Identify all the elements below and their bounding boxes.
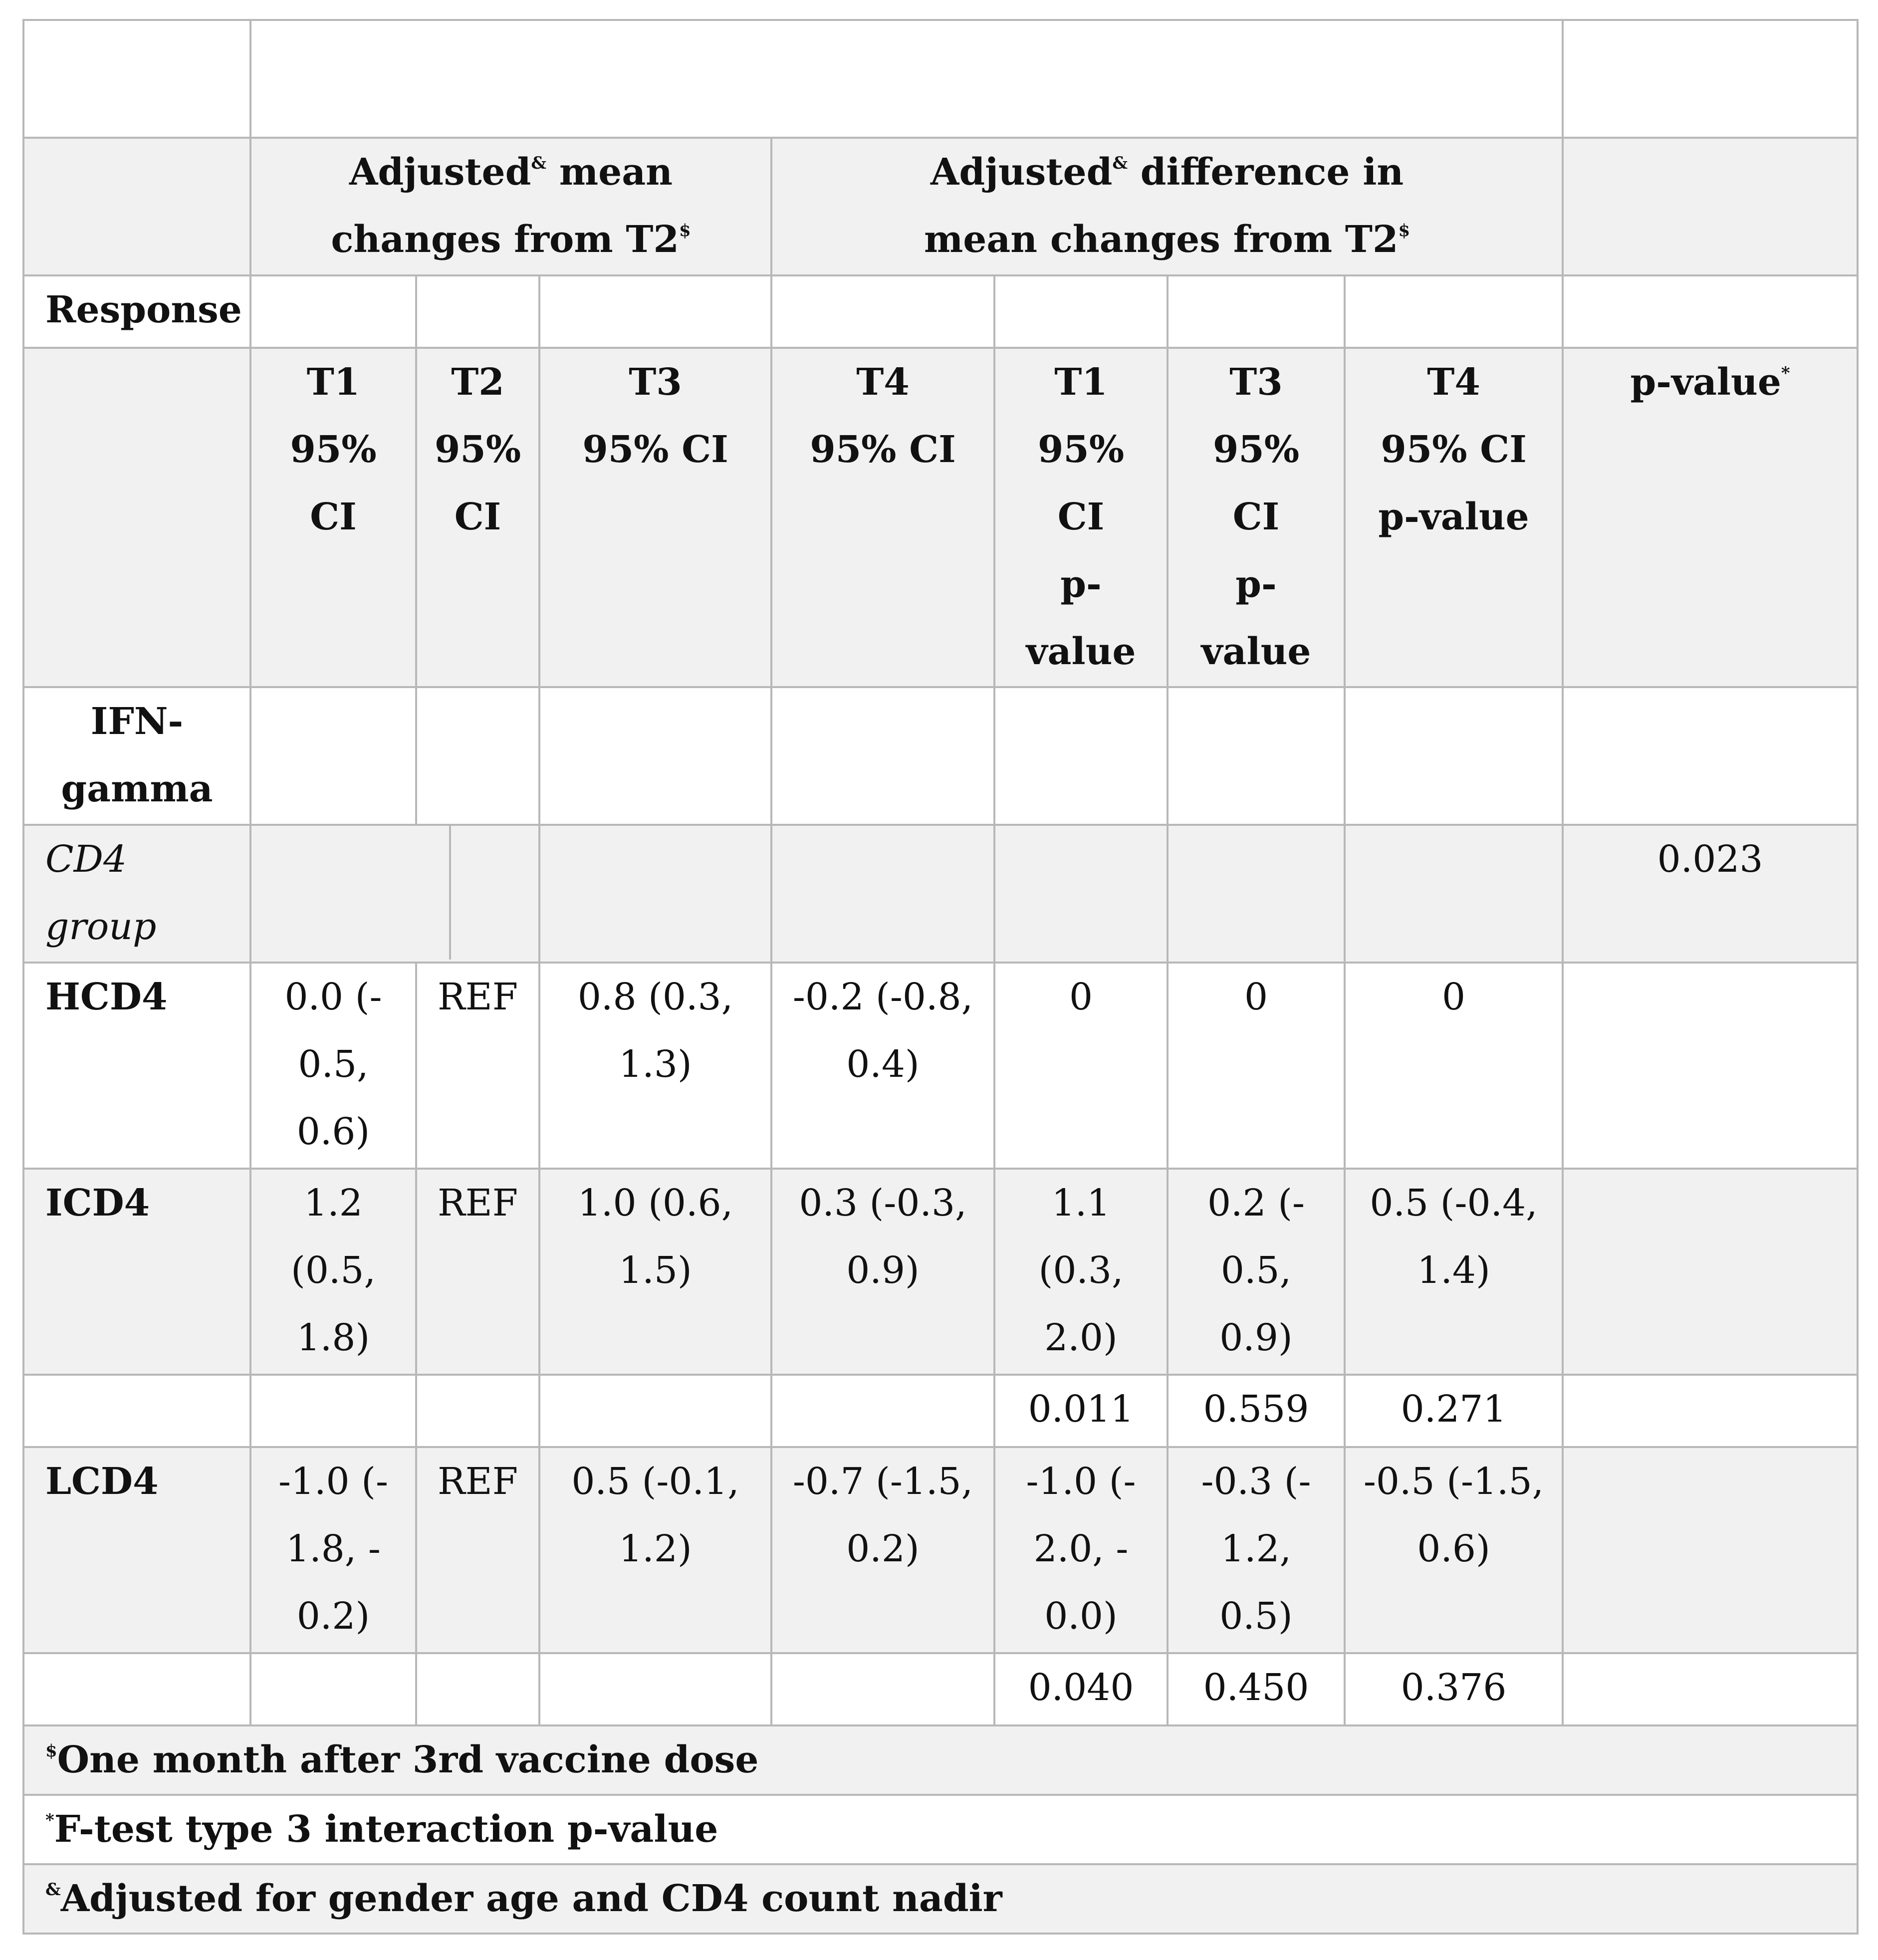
cell-blank (250, 687, 416, 825)
cell-icd4-t3: 1.0 (0.6, 1.5) (539, 1169, 771, 1375)
cell-blank (539, 1653, 771, 1725)
column-header-t2: T2 95% CI (416, 348, 539, 687)
footnote-dollar: $One month after 3rd vaccine dose (23, 1725, 1858, 1795)
cell-blank (416, 1653, 539, 1725)
cell-blank (1563, 20, 1858, 138)
table-row-column-headers (23, 348, 1858, 687)
cell-blank (1168, 825, 1345, 963)
cell-lcd4-t2: REF (416, 1447, 539, 1653)
cell-icd4-t4: 0.3 (-0.3, 0.9) (771, 1169, 994, 1375)
table-row-ifn-gamma (23, 687, 1858, 825)
footnote-asterisk: *F-test type 3 interaction p-value (23, 1795, 1858, 1864)
cell-blank (416, 1375, 539, 1447)
cd4-group-pvalue: 0.023 (1563, 825, 1858, 963)
cell-icd4-p-t4: 0.271 (1345, 1375, 1563, 1447)
cell-blank (771, 1375, 994, 1447)
cell-blank (23, 20, 250, 138)
cell-hcd4-diff-t4: 0 (1345, 963, 1563, 1169)
response-label: Response (23, 275, 250, 348)
cell-icd4-t1: 1.2 (0.5, 1.8) (250, 1169, 416, 1375)
cell-icd4-diff-t1: 1.1 (0.3, 2.0) (994, 1169, 1168, 1375)
cell-blank (1563, 138, 1858, 275)
column-header-diff-t1: T1 95% CI p- value (994, 348, 1168, 687)
table-row-blank-top (23, 20, 1858, 138)
results-table (22, 19, 1859, 1935)
cell-blank (994, 687, 1168, 825)
table-row-footnote (23, 1725, 1858, 1795)
cell-blank-span (250, 20, 1563, 138)
column-header-t1: T1 95% CI (250, 348, 416, 687)
cell-blank (1563, 1447, 1858, 1653)
table-row-response (23, 275, 1858, 348)
cell-icd4-diff-t4: 0.5 (-0.4, 1.4) (1345, 1169, 1563, 1375)
cell-blank (23, 1653, 250, 1725)
cell-blank (23, 138, 250, 275)
cell-hcd4-t2: REF (416, 963, 539, 1169)
cell-hcd4-t1: 0.0 (- 0.5, 0.6) (250, 963, 416, 1169)
cell-blank-split (250, 825, 539, 963)
cell-blank (1345, 687, 1563, 825)
cell-blank (771, 275, 994, 348)
cell-lcd4-p-t3: 0.450 (1168, 1653, 1345, 1725)
cell-blank (1563, 963, 1858, 1169)
cell-blank (250, 275, 416, 348)
table-row-group-headings (23, 138, 1858, 275)
cell-blank (1345, 825, 1563, 963)
cell-blank (250, 1375, 416, 1447)
cell-blank (539, 825, 771, 963)
cell-blank (416, 687, 539, 825)
cell-icd4-t2: REF (416, 1169, 539, 1375)
results-table-wrapper (22, 19, 1857, 1935)
column-header-pvalue: p-value* (1563, 348, 1858, 687)
cell-blank (23, 348, 250, 687)
cell-icd4-p-t1: 0.011 (994, 1375, 1168, 1447)
cell-blank (994, 275, 1168, 348)
heading-adjusted-difference: Adjusted& difference in mean changes from T2$ (771, 138, 1563, 275)
cell-blank (416, 275, 539, 348)
row-label-icd4: ICD4 (23, 1169, 250, 1375)
cell-blank (539, 687, 771, 825)
cell-hcd4-t3: 0.8 (0.3, 1.3) (539, 963, 771, 1169)
table-row-hcd4 (23, 963, 1858, 1169)
cell-blank (1168, 275, 1345, 348)
column-header-t3: T3 95% CI (539, 348, 771, 687)
cell-lcd4-diff-t1: -1.0 (- 2.0, - 0.0) (994, 1447, 1168, 1653)
cell-blank (1563, 1653, 1858, 1725)
cell-hcd4-diff-t3: 0 (1168, 963, 1345, 1169)
cell-blank (539, 1375, 771, 1447)
table-row-icd4 (23, 1169, 1858, 1375)
cell-blank (539, 275, 771, 348)
cd4-group-label: CD4 group (23, 825, 250, 963)
heading-adjusted-mean-changes: Adjusted& mean changes from T2$ (250, 138, 771, 275)
cell-blank (771, 1653, 994, 1725)
row-label-lcd4: LCD4 (23, 1447, 250, 1653)
table-row-lcd4 (23, 1447, 1858, 1653)
cell-icd4-diff-t3: 0.2 (- 0.5, 0.9) (1168, 1169, 1345, 1375)
cell-lcd4-t4: -0.7 (-1.5, 0.2) (771, 1447, 994, 1653)
cell-lcd4-t1: -1.0 (- 1.8, - 0.2) (250, 1447, 416, 1653)
cell-lcd4-t3: 0.5 (-0.1, 1.2) (539, 1447, 771, 1653)
column-header-diff-t3: T3 95% CI p- value (1168, 348, 1345, 687)
footnote-ampersand: &Adjusted for gender age and CD4 count nadir (23, 1864, 1858, 1934)
cell-blank (250, 1653, 416, 1725)
table-row-footnote (23, 1795, 1858, 1864)
cell-blank (1563, 1169, 1858, 1375)
table-row-lcd4-pvalues (23, 1653, 1858, 1725)
cell-lcd4-p-t1: 0.040 (994, 1653, 1168, 1725)
cell-blank (1563, 1375, 1858, 1447)
cell-lcd4-diff-t3: -0.3 (- 1.2, 0.5) (1168, 1447, 1345, 1653)
cell-hcd4-diff-t1: 0 (994, 963, 1168, 1169)
table-row-footnote (23, 1864, 1858, 1934)
table-row-cd4-group (23, 825, 1858, 963)
cell-blank (994, 825, 1168, 963)
cell-hcd4-t4: -0.2 (-0.8, 0.4) (771, 963, 994, 1169)
cell-blank (1168, 687, 1345, 825)
cell-lcd4-p-t4: 0.376 (1345, 1653, 1563, 1725)
table-row-icd4-pvalues (23, 1375, 1858, 1447)
row-label-hcd4: HCD4 (23, 963, 250, 1169)
cell-blank (23, 1375, 250, 1447)
cell-blank (1345, 275, 1563, 348)
cell-icd4-p-t3: 0.559 (1168, 1375, 1345, 1447)
column-header-diff-t4: T4 95% CI p-value (1345, 348, 1563, 687)
cell-blank (1563, 275, 1858, 348)
cell-blank (1563, 687, 1858, 825)
cell-lcd4-diff-t4: -0.5 (-1.5, 0.6) (1345, 1447, 1563, 1653)
cell-blank (771, 687, 994, 825)
ifn-gamma-label: IFN- gamma (23, 687, 250, 825)
cell-blank (771, 825, 994, 963)
column-header-t4: T4 95% CI (771, 348, 994, 687)
